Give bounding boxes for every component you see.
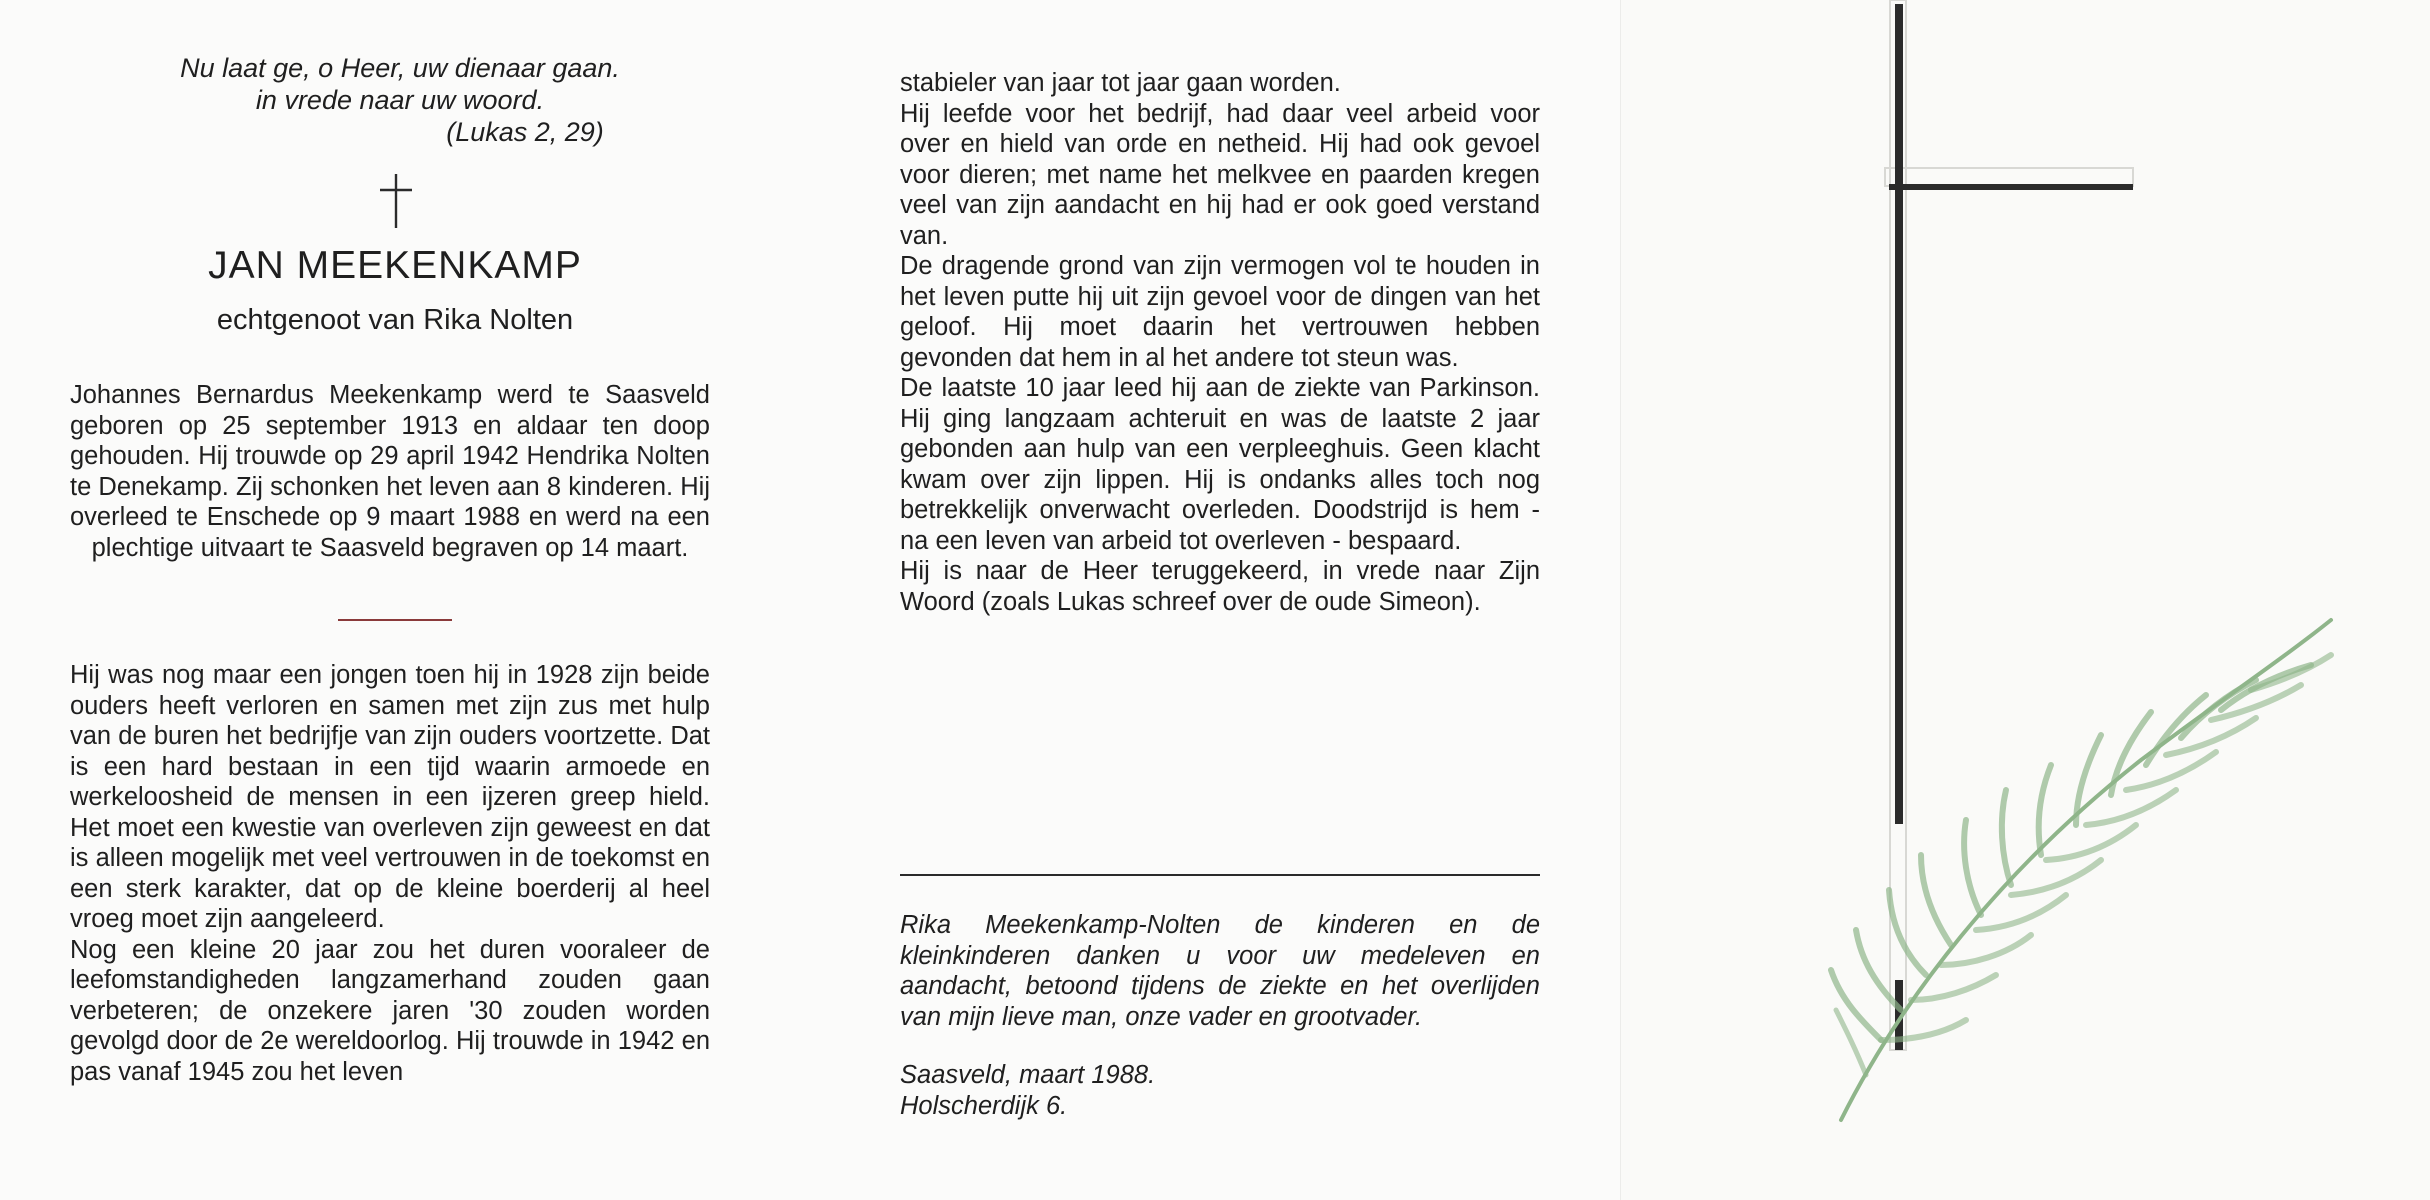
verse-line-2: in vrede naar uw woord. <box>255 85 545 115</box>
thanks-divider <box>900 874 1540 876</box>
verse-reference: (Lukas 2, 29) <box>446 117 604 147</box>
story-paragraph: Hij is naar de Heer teruggekeerd, in vrede naar Zijn Woord (zoals Lukas schreef over de oude Simeon). <box>900 557 1540 616</box>
spouse-line: echtgenoot van Rika Nolten <box>216 304 574 336</box>
cross-icon <box>376 172 416 230</box>
cover-page <box>1620 0 2430 1200</box>
section-divider <box>338 619 452 621</box>
biography-paragraph: Johannes Bernardus Meekenkamp werd te Saasveld geboren op 25 september 1913 en aldaar ten doop gehouden. Hij trouwde op 29 april 1942 Hendrika Nolten te Denekamp. Zij schonken het leven aan 8 kinderen. Hij overleed te Enschede op 9 maart 1988 en werd na een plechtige uitvaart te Saasveld begraven op 14 maart. <box>70 381 710 562</box>
story-paragraph: stabieler van jaar tot jaar gaan worden. <box>900 69 1341 97</box>
large-cross-icon <box>1885 0 2133 1050</box>
bible-verse <box>100 52 700 148</box>
cross-with-palm-illustration <box>1621 0 2430 1200</box>
thanks-message: Rika Meekenkamp-Nolten de kinderen en de kleinkinderen danken u voor uw medeleven en aandacht, betoond tijdens de ziekte en het overlijden van mijn lieve man, onze vader en grootvader. <box>900 911 1540 1031</box>
story-paragraph: De dragende grond van zijn vermogen vol te houden in het leven putte hij uit zijn gevoel voor de dingen van het geloof. Hij moet daarin het vertrouwen hebben gevonden dat hem in al het andere tot steun was. <box>900 252 1540 372</box>
life-story-part-2 <box>900 68 1540 617</box>
deceased-name: JAN MEEKENKAMP <box>208 244 582 287</box>
story-paragraph: Hij leefde voor het bedrijf, had daar veel arbeid voor over en hield van orde en netheid. Hij had ook gevoel voor dieren; met name het melkvee en paarden kregen veel van zijn aandacht en hij had er ook goed verstand van. <box>900 99 1540 250</box>
verse-line-1: Nu laat ge, o Heer, uw dienaar gaan. <box>180 53 620 83</box>
place-date-line: Saasveld, maart 1988. <box>900 1061 1156 1089</box>
place-and-date <box>900 1060 1540 1121</box>
story-paragraph: Nog een kleine 20 jaar zou het duren vooraleer de leefomstandigheden langzamerhand zouden gaan verbeteren; de onzekere jaren '30 zouden worden gevolgd door de 2e wereldoorlog. Hij trouwde in 1942 en pas vanaf 1945 zou het leven <box>70 935 710 1086</box>
story-paragraph: Hij was nog maar een jongen toen hij in 1928 zijn beide ouders heeft verloren en samen met zijn zus met hulp van de buren het bedrijfje van zijn ouders voortzette. Dat is een hard bestaan in een tijd waarin armoede en werkeloosheid de mensen in een ijzeren greep hield. Het moet een kwestie van overleven zijn geweest en dat is alleen mogelijk met veel vertrouwen in de toekomst en een sterk karakter, dat op de kleine boerderij al heel vroeg moet zijn aangeleerd. <box>70 661 710 933</box>
address-line: Holscherdijk 6. <box>900 1091 1068 1120</box>
middle-page <box>860 0 1620 1200</box>
story-paragraph: De laatste 10 jaar leed hij aan de ziekte van Parkinson. Hij ging langzaam achteruit en was de laatste 2 jaar gebonden aan hulp van een verpleeghuis. Geen klacht kwam over zijn lippen. Hij is ondanks alles toch nog betrekkelijk onverwacht overleden. Doodstrijd is hem - na een leven van arbeid tot overleven - bespaard. <box>900 374 1540 555</box>
life-story-part-1 <box>70 660 710 1087</box>
left-page <box>0 0 860 1200</box>
